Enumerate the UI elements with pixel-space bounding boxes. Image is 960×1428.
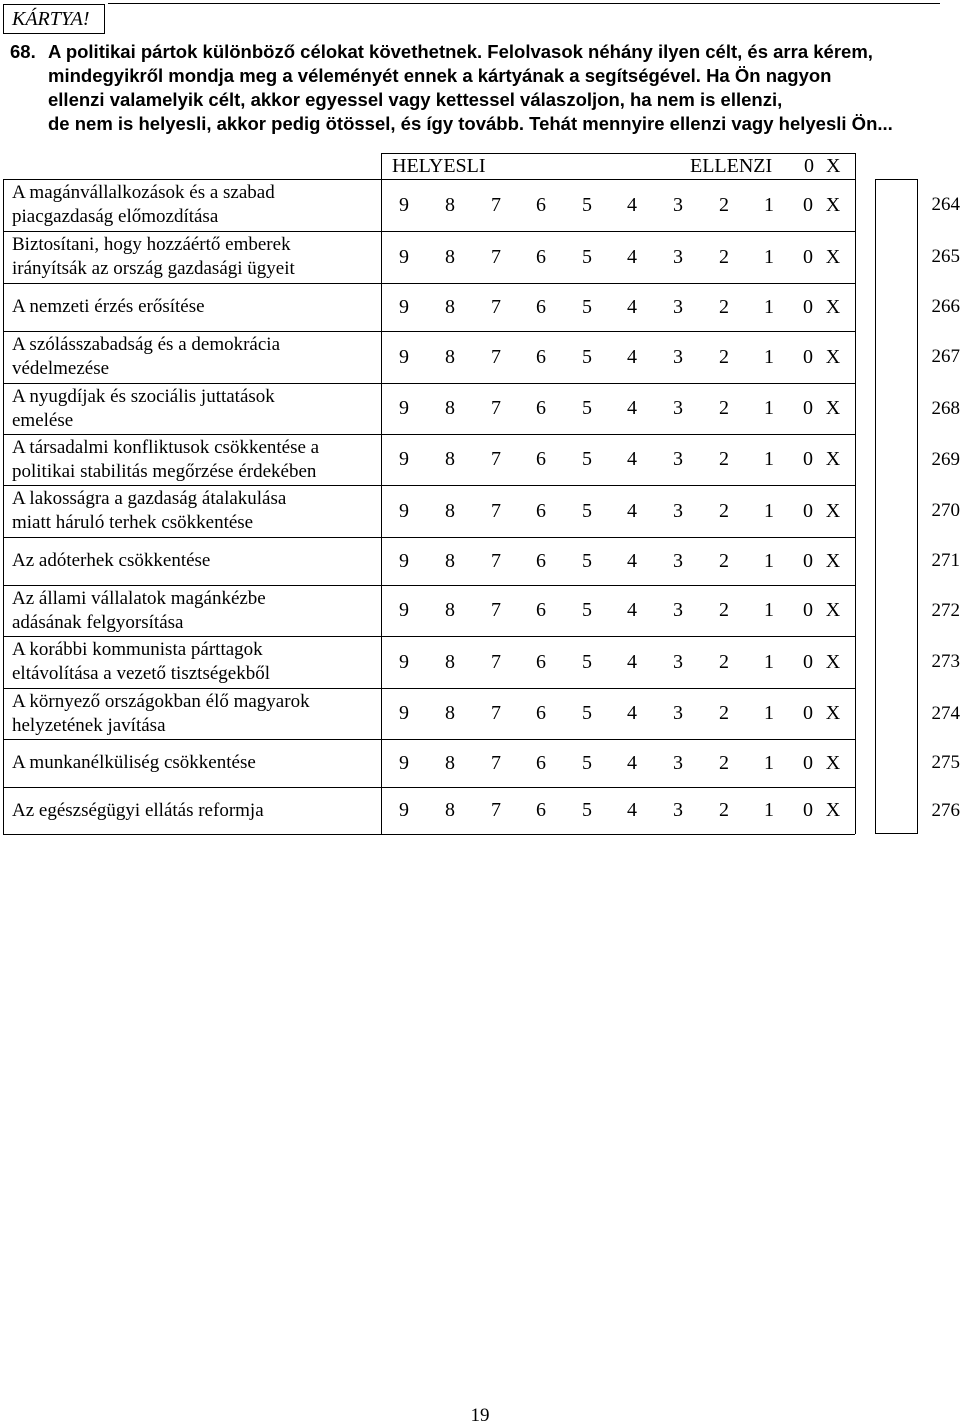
scale-option[interactable]: 3 [673,193,683,216]
scale-option[interactable]: 2 [719,193,729,216]
scale-option[interactable]: 4 [627,599,637,621]
question-line-3: ellenzi valamelyik célt, akkor egyessel vagy kettessel válaszoljon, ha nem is ellenzi, [48,89,783,110]
item-code: 264 [931,194,960,215]
scale-option[interactable]: 4 [627,499,637,522]
scale-option[interactable]: 2 [719,549,729,572]
scale-option[interactable]: 2 [719,499,729,522]
item-label [12,739,380,787]
item-label [12,434,380,485]
scale-option[interactable]: 7 [491,702,501,724]
scale-option[interactable]: 0 [803,799,813,821]
item-label-line: A munkanélküliség csökkentése [12,752,256,773]
scale-option[interactable]: 6 [536,549,546,572]
item-code: 276 [931,799,960,821]
scale-option[interactable]: 1 [764,345,774,368]
item-code: 275 [931,752,960,773]
item-label-line: A társadalmi konfliktusok csökkentése a [12,436,320,458]
scale-option[interactable]: 7 [491,751,501,774]
scale-option[interactable]: 1 [764,702,774,724]
scale-option[interactable]: 7 [491,193,501,216]
scale-option[interactable]: 5 [582,549,592,572]
scale-option[interactable]: 0 [803,599,813,621]
scale-option[interactable]: 4 [627,193,637,216]
scale-option[interactable]: 1 [764,397,774,419]
scale-option[interactable]: X [825,702,841,724]
scale-option[interactable]: 8 [445,599,455,621]
scale-option[interactable]: X [825,245,841,268]
scale-option[interactable]: 0 [803,499,813,522]
question-line-2: mindegyikről mondja meg a véleményét ennek a kártyának a segítségével. Ha Ön nagyon [48,65,832,86]
scale-option[interactable]: 1 [764,193,774,216]
scale-option[interactable]: 2 [719,650,729,673]
scale-option[interactable]: 8 [445,751,455,774]
scale-option[interactable]: 7 [491,295,501,318]
scale-option[interactable]: 5 [582,702,592,724]
scale-option[interactable]: 9 [399,448,409,470]
rating-scale[interactable] [382,179,856,231]
scale-option[interactable]: 0 [803,345,813,368]
scale-option[interactable]: 1 [764,448,774,470]
item-label-line: Az állami vállalatok magánkézbe [12,587,266,609]
scale-option[interactable]: 7 [491,499,501,522]
rating-scale[interactable] [382,688,856,739]
scale-option[interactable]: 3 [673,499,683,522]
scale-option[interactable]: 9 [399,702,409,724]
scale-option[interactable]: 5 [582,650,592,673]
scale-option[interactable]: 3 [673,549,683,572]
scale-option[interactable]: 9 [399,799,409,821]
item-label-line: Biztosítani, hogy hozzáértő emberek [12,234,291,255]
scale-option[interactable]: 5 [582,799,592,821]
scale-option[interactable]: 2 [719,295,729,318]
answer-box-column[interactable] [875,179,918,834]
scale-option[interactable]: 8 [445,193,455,216]
scale-option[interactable]: 0 [803,751,813,774]
scale-option[interactable]: 6 [536,751,546,774]
item-code: 271 [931,550,960,571]
scale-option[interactable]: 2 [719,397,729,419]
scale-option[interactable]: 8 [445,448,455,470]
scale-option[interactable]: 3 [673,650,683,673]
scale-option[interactable]: 9 [399,397,409,419]
scale-option[interactable]: 5 [582,499,592,522]
scale-option[interactable]: 7 [491,599,501,621]
scale-option[interactable]: 8 [445,245,455,268]
item-label-line: védelmezése [12,358,110,379]
scale-option[interactable]: 6 [536,295,546,318]
scale-option[interactable]: 8 [445,549,455,572]
item-label-line: Az adóterhek csökkentése [12,550,211,571]
item-label [12,636,380,688]
scale-option[interactable]: 1 [764,599,774,621]
rating-scale[interactable] [382,485,856,537]
rating-scale[interactable] [382,434,856,485]
scale-option[interactable]: X [825,549,841,572]
scale-option[interactable]: 4 [627,245,637,268]
header-top-rule [381,153,855,154]
scale-option[interactable]: 9 [399,549,409,572]
item-code: 266 [931,296,960,317]
scale-option[interactable]: X [825,650,841,673]
scale-option[interactable]: X [825,345,841,368]
scale-option[interactable]: 4 [627,650,637,673]
item-label-line: miatt háruló terhek csökkentése [12,512,254,533]
scale-option[interactable]: 4 [627,295,637,318]
scale-option[interactable]: 7 [491,448,501,470]
scale-option[interactable]: 2 [719,245,729,268]
rating-scale[interactable] [382,787,856,834]
item-label [12,383,380,434]
scale-option[interactable]: 3 [673,295,683,318]
question-line-4: de nem is helyesli, akkor pedig ötössel, és így tovább. Tehát mennyire ellenzi vagy helyesli Ön... [48,113,893,134]
scale-option[interactable]: 7 [491,397,501,419]
item-label [12,283,380,331]
scale-option[interactable]: 0 [803,702,813,724]
scale-option[interactable]: 4 [627,448,637,470]
item-code: 265 [931,246,960,267]
rating-scale[interactable] [382,537,856,585]
scale-option[interactable]: 2 [719,751,729,774]
scale-option[interactable]: 9 [399,345,409,368]
rating-scale[interactable] [382,231,856,283]
item-label-line: A korábbi kommunista párttagok [12,639,263,660]
scale-option[interactable]: 3 [673,799,683,821]
item-code: 269 [931,448,960,470]
scale-option[interactable]: 8 [445,295,455,318]
scale-option[interactable]: 0 [803,193,813,216]
scale-option[interactable]: 7 [491,650,501,673]
scale-option[interactable]: 9 [399,650,409,673]
item-label [12,231,380,283]
scale-option[interactable]: 6 [536,799,546,821]
scale-option[interactable]: 4 [627,799,637,821]
scale-option[interactable]: 8 [445,799,455,821]
scale-option[interactable]: 0 [803,650,813,673]
rating-scale[interactable] [382,283,856,331]
rating-scale[interactable] [382,739,856,787]
scale-option[interactable]: 2 [719,448,729,470]
scale-option[interactable]: 6 [536,702,546,724]
scale-option[interactable]: 1 [764,549,774,572]
scale-option[interactable]: 0 [803,295,813,318]
rating-scale[interactable] [382,331,856,383]
scale-option[interactable]: 6 [536,345,546,368]
scale-option[interactable]: 6 [536,245,546,268]
top-rule [108,3,940,4]
item-label-line: helyzetének javítása [12,714,166,736]
item-code: 267 [931,346,960,367]
question-line-1: 68. A politikai pártok különböző célokat követhetnek. Felolvasok néhány ilyen célt, és arra kérem, [10,41,873,62]
scale-option[interactable]: X [825,193,841,216]
scale-option[interactable]: 0 [803,245,813,268]
item-label-line: adásának felgyorsítása [12,611,184,633]
scale-option[interactable]: X [825,295,841,318]
scale-option[interactable]: 5 [582,751,592,774]
item-label-line: A lakosságra a gazdaság átalakulása [12,488,287,509]
item-label-line: A szólásszabadság és a demokrácia [12,334,281,355]
page-number: 19 [470,1405,490,1426]
item-label [12,787,380,834]
card-label: KÁRTYA! [3,4,105,34]
scale-option[interactable]: 6 [536,650,546,673]
scale-option[interactable]: 3 [673,448,683,470]
scale-option[interactable]: 6 [536,397,546,419]
scale-option[interactable]: 7 [491,345,501,368]
item-code: 274 [931,702,960,724]
item-label-line: piacgazdaság előmozdítása [12,206,219,227]
scale-option[interactable]: 8 [445,397,455,419]
scale-option[interactable]: 8 [445,345,455,368]
item-label-line: irányítsák az ország gazdasági ügyeit [12,258,295,279]
rating-scale[interactable] [382,585,856,636]
scale-option[interactable]: 9 [399,499,409,522]
item-label [12,688,380,739]
item-label [12,537,380,585]
item-label-line: politikai stabilitás megőrzése érdekében [12,460,317,482]
header-x: X [826,155,841,177]
scale-option[interactable]: 4 [627,549,637,572]
item-label [12,485,380,537]
header-ellenzi: ELLENZI [690,155,773,177]
scale-option[interactable]: 9 [399,751,409,774]
scale-option[interactable]: X [825,499,841,522]
table-bottom-rule [3,834,855,835]
scale-option[interactable]: 6 [536,448,546,470]
item-code: 272 [931,599,960,621]
scale-option[interactable]: X [825,397,841,419]
item-label [12,179,380,231]
scale-option[interactable]: 5 [582,397,592,419]
scale-option[interactable]: 2 [719,702,729,724]
scale-option[interactable]: 6 [536,499,546,522]
scale-option[interactable]: X [825,448,841,470]
scale-option[interactable]: 3 [673,245,683,268]
scale-option[interactable]: 2 [719,345,729,368]
scale-option[interactable]: 5 [582,193,592,216]
scale-option[interactable]: 4 [627,702,637,724]
question-text [10,40,950,136]
scale-option[interactable]: 0 [803,397,813,419]
scale-option[interactable]: X [825,599,841,621]
scale-option[interactable]: 7 [491,245,501,268]
scale-option[interactable]: 3 [673,751,683,774]
item-label [12,331,380,383]
scale-option[interactable]: 9 [399,193,409,216]
scale-option[interactable]: 4 [627,397,637,419]
scale-option[interactable]: 2 [719,799,729,821]
scale-option[interactable]: 6 [536,193,546,216]
scale-option[interactable]: 5 [582,599,592,621]
scale-option[interactable]: 9 [399,245,409,268]
scale-option[interactable]: 3 [673,702,683,724]
item-label-line: A környező országokban élő magyarok [12,690,310,712]
scale-option[interactable]: 8 [445,650,455,673]
item-label-line: Az egészségügyi ellátás reformja [12,799,264,821]
scale-option[interactable]: 9 [399,295,409,318]
item-code: 270 [931,500,960,521]
scale-option[interactable]: 8 [445,499,455,522]
scale-option[interactable]: 5 [582,295,592,318]
table-vertical-rule [3,179,4,834]
item-label-line: emelése [12,409,74,431]
scale-option[interactable]: 4 [627,751,637,774]
scale-option[interactable]: 4 [627,345,637,368]
item-label-line: A magánvállalkozások és a szabad [12,182,275,203]
scale-option[interactable]: 1 [764,295,774,318]
scale-option[interactable]: 8 [445,702,455,724]
item-label-line: A nyugdíjak és szociális juttatások [12,385,275,407]
scale-option[interactable]: 1 [764,245,774,268]
scale-option[interactable]: 1 [764,499,774,522]
scale-option[interactable]: 1 [764,650,774,673]
scale-option[interactable]: 5 [582,245,592,268]
header-helyesli: HELYESLI [392,155,486,177]
scale-option[interactable]: 5 [582,448,592,470]
item-label-line: A nemzeti érzés erősítése [12,296,205,317]
header-zero: 0 [804,155,814,177]
rating-scale[interactable] [382,383,856,434]
scale-option[interactable]: 7 [491,799,501,821]
scale-option[interactable]: X [825,751,841,774]
item-label-line: eltávolítása a vezető tisztségekből [12,663,270,684]
scale-option[interactable]: 3 [673,599,683,621]
item-code: 273 [931,651,960,672]
scale-option[interactable]: 0 [803,549,813,572]
scale-option[interactable]: 3 [673,345,683,368]
scale-option[interactable]: 3 [673,397,683,419]
scale-option[interactable]: 9 [399,599,409,621]
scale-option[interactable]: 2 [719,599,729,621]
scale-option[interactable]: 5 [582,345,592,368]
scale-option[interactable]: 7 [491,549,501,572]
scale-option[interactable]: 6 [536,599,546,621]
item-code: 268 [931,397,960,419]
item-label [12,585,380,636]
scale-option[interactable]: 1 [764,799,774,821]
scale-option[interactable]: 1 [764,751,774,774]
rating-scale[interactable] [382,636,856,688]
scale-option[interactable]: X [825,799,841,821]
scale-option[interactable]: 0 [803,448,813,470]
question-number: 68. [10,41,36,62]
